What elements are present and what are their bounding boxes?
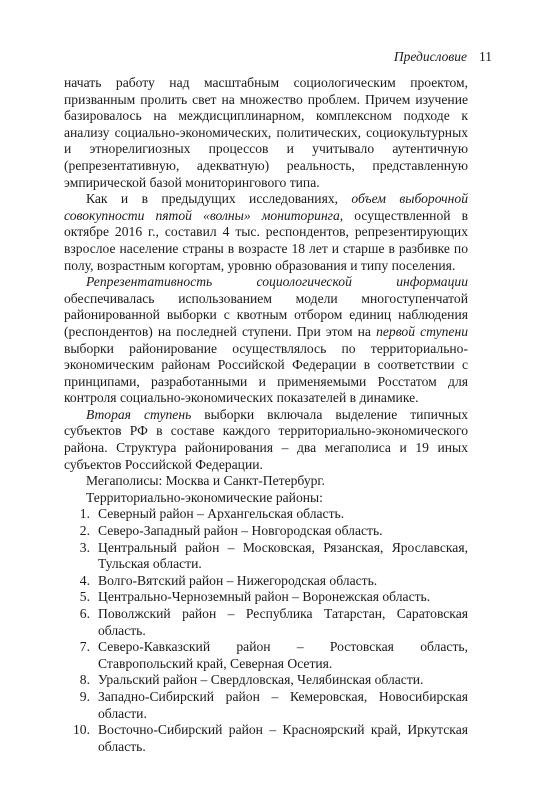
region-text: Уральский район – Свердловская, Челябинская области. bbox=[98, 672, 424, 688]
region-text: Северный район – Архангельская область. bbox=[98, 506, 345, 522]
region-text: Северо-Кавказский район – Ростовская область, Ставропольский край, Северная Осетия. bbox=[98, 639, 468, 671]
running-header bbox=[394, 49, 492, 65]
region-number: 9. bbox=[79, 688, 90, 704]
megapolises-line: Мегаполисы: Москва и Санкт-Петербург. bbox=[86, 473, 325, 489]
body-paragraph bbox=[64, 191, 468, 274]
region-item bbox=[64, 689, 468, 722]
text-run: , осуществленной в октябре 2016 г., составил 4 тыс. респондентов, репрезентирующих взрослое население страны в возрасте 18 лет и старше в разбивке по полу, возрастным когортам, уровню образования и типу поселения. bbox=[64, 207, 468, 273]
body-paragraph bbox=[64, 407, 468, 473]
italic-run: Вторая ступень bbox=[86, 406, 192, 422]
text-run: выборки районирование осуществлялось по территориально-экономическим районам Российской Федерации в соответствии с принципами, разработанными и применяемыми Росстатом для контроля социально-экономических показателей в динамике. bbox=[64, 340, 468, 406]
italic-run: первой ступени bbox=[376, 323, 469, 339]
body-paragraph bbox=[64, 75, 468, 191]
text-run: начать работу над масштабным социологическим проектом, призванным пролить свет на множество проблем. Причем изучение базировалось на междисциплинарном, комплексном подходе к анализу социально-экономических, политических, социокультурных и этнорелигиозных процессов и учитывало аутентичную (репрезентативную, адекватную) реальность, представленную эмпирической базой мониторингового типа. bbox=[64, 75, 468, 190]
region-number: 8. bbox=[79, 672, 90, 688]
page-number: 11 bbox=[479, 49, 492, 64]
region-number: 1. bbox=[79, 506, 90, 522]
region-text: Центральный район – Московская, Рязанская, Ярославская, Тульская области. bbox=[98, 539, 468, 572]
region-item bbox=[64, 639, 468, 672]
region-text: Центрально-Черноземный район – Воронежская область. bbox=[98, 589, 431, 605]
region-item bbox=[64, 523, 468, 540]
text-run: обеспечивалась использованием модели многоступенчатой районированной выборки с квотным отбором единиц наблюдения (респондентов) на последней ступени. При этом на bbox=[64, 290, 468, 339]
region-number: 4. bbox=[79, 572, 90, 588]
region-item bbox=[64, 540, 468, 573]
region-item bbox=[64, 573, 468, 590]
region-number: 2. bbox=[79, 523, 90, 539]
italic-run: объем выборочной совокупности пятой «волны» мониторинга bbox=[64, 191, 468, 223]
body-paragraph bbox=[64, 274, 468, 407]
region-number: 6. bbox=[79, 606, 90, 621]
region-item bbox=[64, 672, 468, 689]
regions-heading: Территориально-экономические районы: bbox=[86, 489, 323, 505]
italic-run: Репрезентативность социологической информации bbox=[86, 274, 468, 290]
page-body bbox=[64, 75, 468, 755]
region-item bbox=[64, 606, 468, 639]
region-number: 3. bbox=[79, 539, 90, 555]
region-item bbox=[64, 722, 468, 755]
region-item bbox=[64, 506, 468, 523]
region-text: Западно-Сибирский район – Кемеровская, Новосибирская области. bbox=[98, 688, 468, 721]
region-text: Восточно-Сибирский район – Красноярский край, Иркутская область. bbox=[98, 722, 468, 754]
regions-list bbox=[64, 506, 468, 755]
text-run: Как и в предыдущих исследованиях, bbox=[86, 191, 352, 207]
region-item bbox=[64, 589, 468, 606]
region-text: Поволжский район – Республика Татарстан, Саратовская область. bbox=[98, 606, 468, 638]
paragraphs bbox=[64, 75, 468, 473]
region-text: Волго-Вятский район – Нижегородская область. bbox=[98, 572, 378, 588]
region-number: 7. bbox=[79, 639, 90, 655]
text-run: выборки включала выделение типичных субъектов РФ в составе каждого территориально-экономического района. Структура районирования – два мегаполиса и 19 иных субъектов Российской Федерации. bbox=[64, 406, 468, 472]
region-text: Северо-Западный район – Новгородская область. bbox=[98, 523, 383, 539]
region-number: 10. bbox=[73, 722, 90, 738]
section-title: Предисловие bbox=[393, 49, 467, 64]
region-number: 5. bbox=[79, 589, 90, 605]
